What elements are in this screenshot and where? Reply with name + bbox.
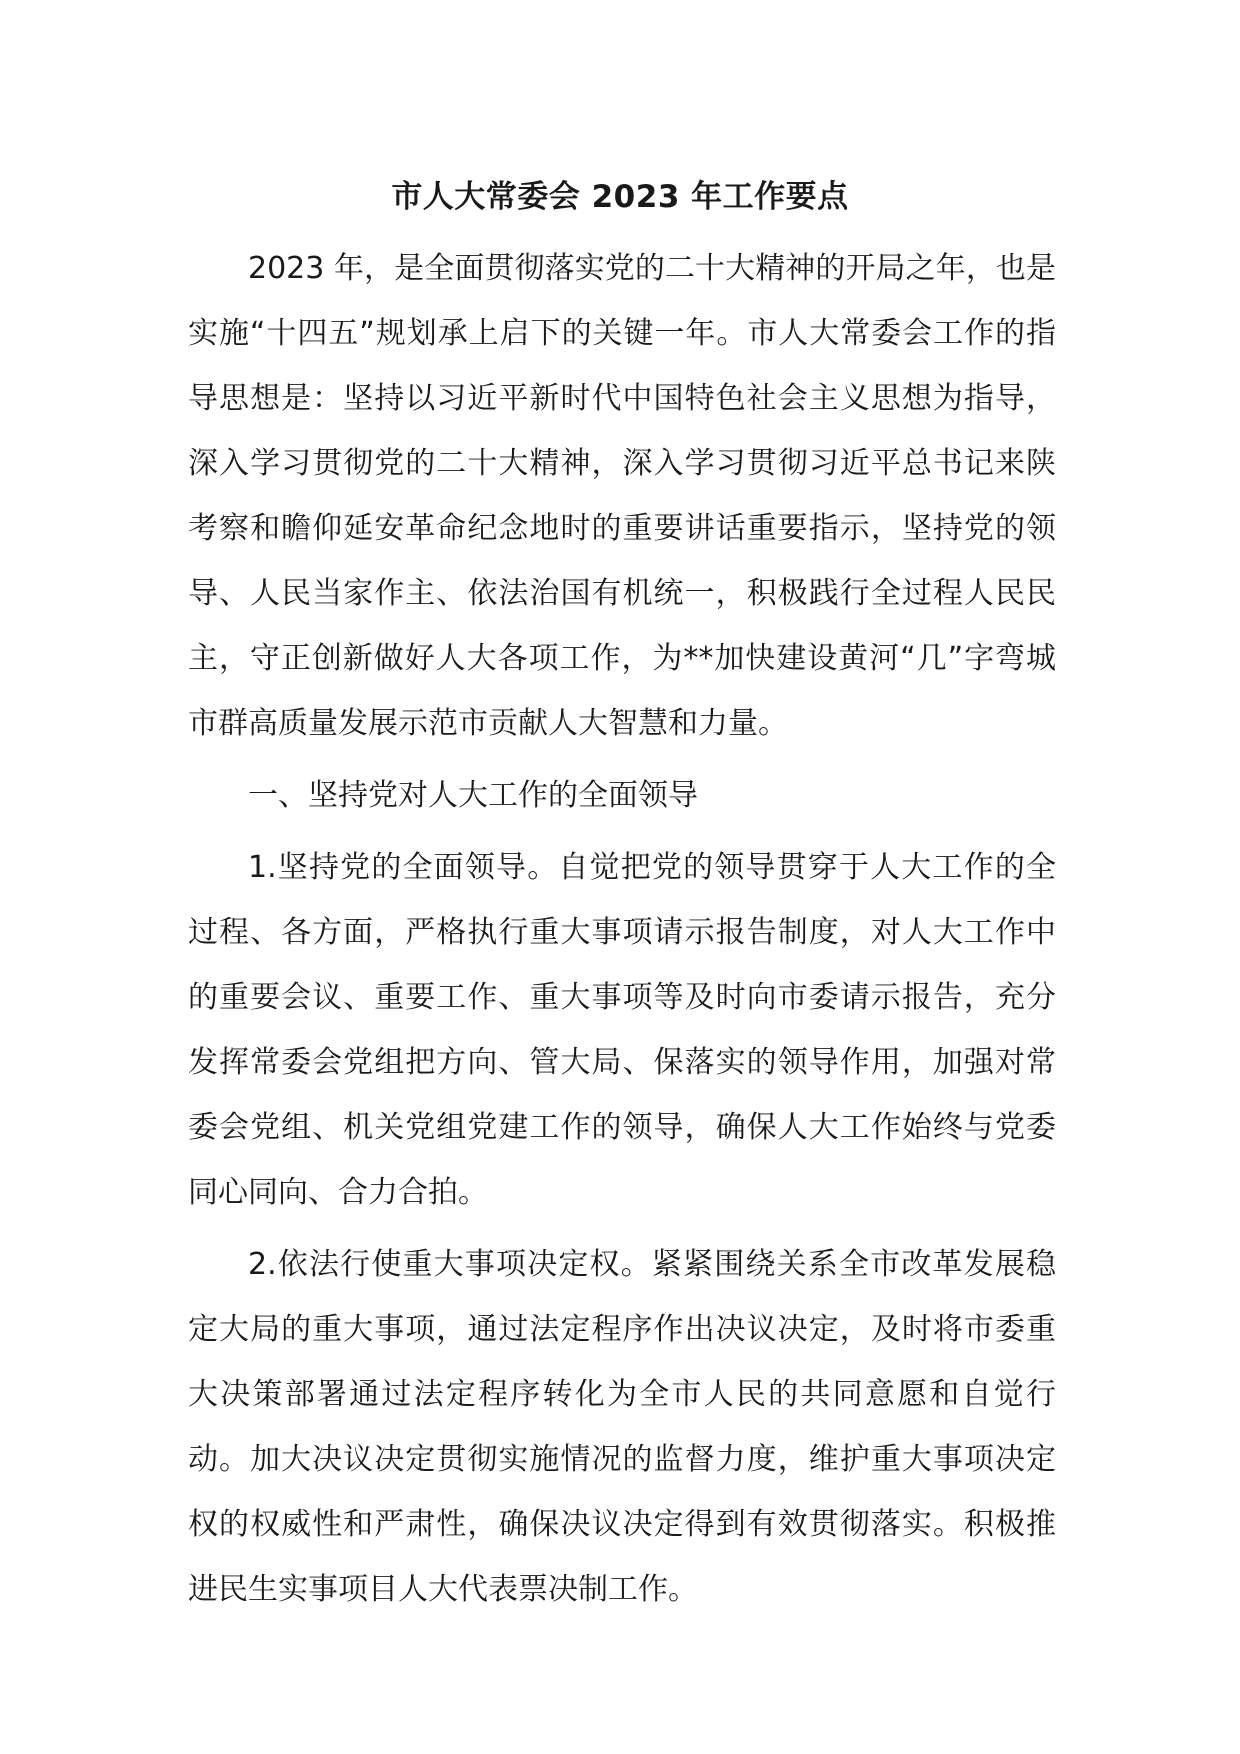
item-2-paragraph: 2.依法行使重大事项决定权。紧紧围绕关系全市改革发展稳定大局的重大事项，通过法定程序作出决议决定，及时将市委重大决策部署通过法定程序转化为全市人民的共同意愿和自觉行动。加大决议决定贯彻实施情况的监督力度，维护重大事项决定权的权威性和严肃性，确保决议决定得到有效贯彻落实。积极推进民生实事项目人大代表票决制工作。 [188, 1247, 1056, 1607]
document-title: 市人大常委会 2023 年工作要点 [391, 179, 849, 215]
paragraph-spacer [188, 1225, 1056, 1232]
item-1-paragraph: 1.坚持党的全面领导。自觉把党的领导贯穿于人大工作的全过程、各方面，严格执行重大事项请示报告制度，对人大工作中的重要会议、重要工作、重大事项等及时向市委请示报告，充分发挥常委会党组把方向、管大局、保落实的领导作用，加强对常委会党组、机关党组党建工作的领导，确保人大工作始终与党委同心同向、合力合拍。 [188, 850, 1056, 1210]
intro-paragraph: 2023 年，是全面贯彻落实党的二十大精神的开局之年，也是实施“十四五”规划承上启下的关键一年。市人大常委会工作的指导思想是：坚持以习近平新时代中国特色社会主义思想为指导，深入学习贯彻党的二十大精神，深入学习贯彻习近平总书记来陕考察和瞻仰延安革命纪念地时的重要讲话重要指示，坚持党的领导、人民当家作主、依法治国有机统一，积极践行全过程人民民主，守正创新做好人大各项工作，为**加快建设黄河“几”字弯城市群高质量发展示范市贡献人大智慧和力量。 [188, 251, 1056, 741]
section-heading-1: 一、坚持党对人大工作的全面领导 [248, 778, 698, 813]
paragraph-spacer [188, 756, 1056, 763]
document-body [188, 236, 1056, 1622]
paragraph-spacer [188, 828, 1056, 835]
